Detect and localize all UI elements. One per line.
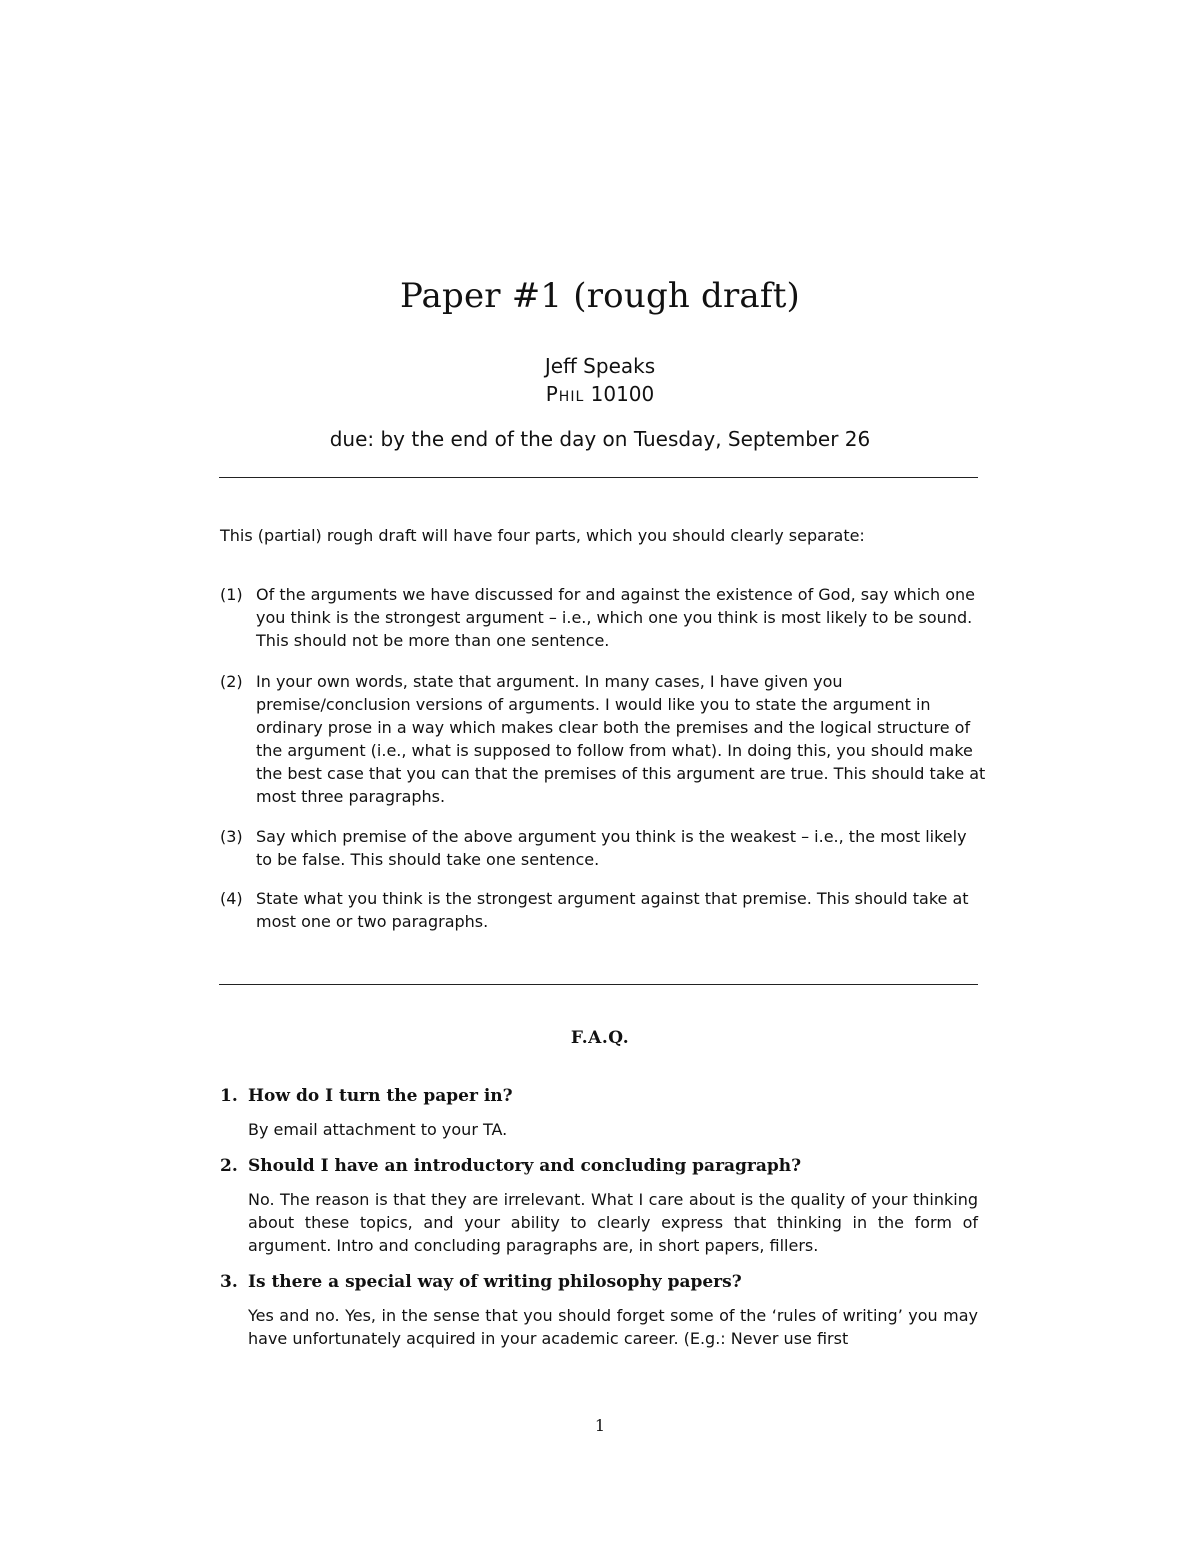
faq-answer-3	[248, 1304, 978, 1350]
part-text: Of the arguments we have discussed for and against the existence of God, say which one you think is the strongest argument – i.e., which one you think is most likely to be sound. This should not be more than one sentence.	[256, 585, 975, 650]
part-number: (1)	[220, 585, 243, 604]
course-code	[0, 382, 1200, 406]
divider-bottom	[219, 984, 978, 985]
part-number: (4)	[220, 889, 243, 908]
faq-question-2	[220, 1156, 980, 1176]
course-number: 10100	[590, 382, 655, 406]
faq-answer-2	[248, 1188, 978, 1257]
part-text: State what you think is the strongest argument against that premise. This should take at most one or two paragraphs.	[256, 889, 969, 931]
part-number: (2)	[220, 672, 243, 691]
part-text: Say which premise of the above argument you think is the weakest – i.e., the most likely to be false. This should take one sentence.	[256, 827, 967, 869]
divider-top	[219, 477, 978, 478]
page-title: Paper #1 (rough draft)	[399, 276, 801, 316]
faq-answer-1	[248, 1118, 978, 1141]
faq-answer-text: Yes and no. Yes, in the sense that you should forget some of the ‘rules of writing’ you may have unfortunately acquired in your academic career. (E.g.: Never use first	[248, 1306, 978, 1348]
due-date: due: by the end of the day on Tuesday, September 26	[329, 427, 871, 451]
faq-answer-text: No. The reason is that they are irrelevant. What I care about is the quality of your thinking about these topics, and your ability to clearly express that thinking in the form of argument. Intro and concluding paragraphs are, in short papers, fillers.	[248, 1190, 978, 1255]
faq-question-text: Is there a special way of writing philosophy papers?	[248, 1272, 742, 1292]
intro-paragraph: This (partial) rough draft will have four parts, which you should clearly separate:	[220, 526, 865, 545]
faq-question-text: Should I have an introductory and concluding paragraph?	[248, 1156, 802, 1176]
faq-number: 1.	[220, 1086, 238, 1106]
faq-question-3	[220, 1272, 980, 1292]
faq-question-text: How do I turn the paper in?	[248, 1086, 513, 1106]
faq-number: 3.	[220, 1272, 238, 1292]
author-name: Jeff Speaks	[544, 354, 656, 378]
faq-heading: F.A.Q.	[570, 1028, 630, 1048]
part-text: In your own words, state that argument. In many cases, I have given you premise/conclusion versions of arguments. I would like you to state the argument in ordinary prose in a way which makes clear both the premises and the logical structure of the argument (i.e., what is supposed to follow from what). In doing this, you should make the best case that you can that the premises of this argument are true. This should take at most three paragraphs.	[256, 672, 986, 806]
faq-question-1	[220, 1086, 980, 1106]
faq-number: 2.	[220, 1156, 238, 1176]
page-number: 1	[594, 1416, 606, 1435]
part-number: (3)	[220, 827, 243, 846]
course-prefix: Phil	[545, 382, 585, 406]
faq-answer-text: By email attachment to your TA.	[248, 1120, 508, 1139]
